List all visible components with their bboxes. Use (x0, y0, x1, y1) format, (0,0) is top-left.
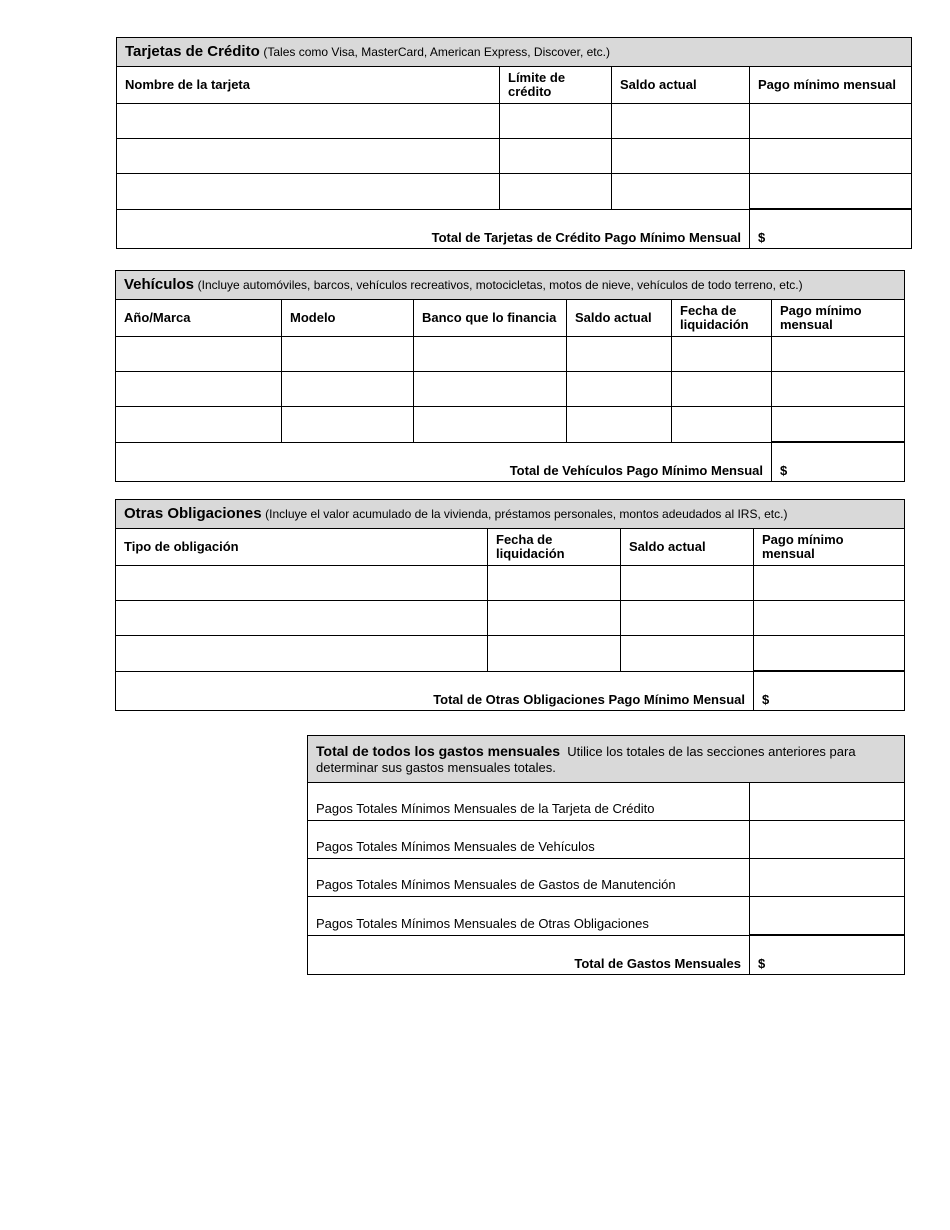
section-header (308, 736, 905, 783)
payoff-date-cell[interactable] (488, 636, 621, 672)
model-cell[interactable] (282, 337, 414, 372)
credit-cards-table (116, 37, 912, 249)
table-row (117, 139, 912, 174)
table-row (116, 372, 905, 407)
section-title: Total de todos los gastos mensuales (316, 742, 561, 759)
summary-row (308, 821, 905, 859)
summary-row (308, 859, 905, 897)
balance-cell[interactable] (612, 104, 750, 139)
column-header: Saldo actual (567, 300, 672, 337)
balance-cell[interactable] (621, 601, 754, 636)
lender-cell[interactable] (414, 407, 567, 443)
section-note: (Incluye el valor acumulado de la vivienda, préstamos personales, montos adeudados al IRS, etc.) (265, 507, 788, 521)
card-name-cell[interactable] (117, 139, 500, 174)
table-row (116, 636, 905, 672)
section-header (116, 500, 905, 529)
table-row (116, 407, 905, 443)
column-header: Pago mínimo mensual (750, 67, 912, 104)
summary-row (308, 783, 905, 821)
balance-cell[interactable] (567, 407, 672, 443)
column-header: Modelo (282, 300, 414, 337)
balance-cell[interactable] (612, 139, 750, 174)
card-name-cell[interactable] (117, 104, 500, 139)
model-cell[interactable] (282, 407, 414, 443)
summary-label: Pagos Totales Mínimos Mensuales de Gastos de Manutención (308, 859, 750, 897)
column-header: Pago mínimo mensual (772, 300, 905, 337)
other-obligations-table (115, 499, 905, 711)
balance-cell[interactable] (621, 636, 754, 672)
payoff-date-cell[interactable] (672, 407, 772, 443)
total-amount-field[interactable]: $ (754, 671, 905, 711)
balance-cell[interactable] (567, 337, 672, 372)
summary-amount-field[interactable] (750, 859, 905, 897)
year-make-cell[interactable] (116, 372, 282, 407)
section-title: Vehículos (124, 276, 195, 293)
year-make-cell[interactable] (116, 407, 282, 443)
model-cell[interactable] (282, 372, 414, 407)
min-payment-cell[interactable] (754, 601, 905, 636)
monthly-summary-table (307, 735, 905, 975)
obligation-type-cell[interactable] (116, 601, 488, 636)
total-label: Total de Otras Obligaciones Pago Mínimo Mensual (116, 671, 754, 711)
section-header (116, 271, 905, 300)
section-note: (Incluye automóviles, barcos, vehículos recreativos, motocicletas, motos de nieve, vehículos de todo terreno, etc.) (197, 278, 803, 292)
table-row (116, 337, 905, 372)
min-payment-cell[interactable] (754, 636, 905, 672)
column-header: Fecha de liquidación (488, 529, 621, 566)
table-row (117, 104, 912, 139)
balance-cell[interactable] (612, 174, 750, 210)
summary-amount-field[interactable] (750, 821, 905, 859)
total-label: Total de Tarjetas de Crédito Pago Mínimo Mensual (117, 209, 750, 249)
payoff-date-cell[interactable] (672, 337, 772, 372)
column-header: Límite de crédito (500, 67, 612, 104)
column-header: Tipo de obligación (116, 529, 488, 566)
column-header: Banco que lo financia (414, 300, 567, 337)
summary-amount-field[interactable] (750, 897, 905, 936)
credit-limit-cell[interactable] (500, 139, 612, 174)
total-label: Total de Vehículos Pago Mínimo Mensual (116, 442, 772, 482)
min-payment-cell[interactable] (750, 104, 912, 139)
payoff-date-cell[interactable] (488, 601, 621, 636)
min-payment-cell[interactable] (750, 139, 912, 174)
payoff-date-cell[interactable] (672, 372, 772, 407)
section-note: Utilice los totales de las secciones anteriores para determinar sus gastos mensuales totales. (316, 743, 856, 775)
min-payment-cell[interactable] (750, 174, 912, 210)
summary-label: Pagos Totales Mínimos Mensuales de Otras Obligaciones (308, 897, 750, 936)
credit-limit-cell[interactable] (500, 104, 612, 139)
card-name-cell[interactable] (117, 174, 500, 210)
payoff-date-cell[interactable] (488, 566, 621, 601)
vehicles-table (115, 270, 905, 482)
lender-cell[interactable] (414, 337, 567, 372)
section-title: Otras Obligaciones (124, 505, 262, 522)
column-header: Pago mínimo mensual (754, 529, 905, 566)
table-row (116, 566, 905, 601)
lender-cell[interactable] (414, 372, 567, 407)
column-header: Nombre de la tarjeta (117, 67, 500, 104)
column-header: Saldo actual (612, 67, 750, 104)
summary-amount-field[interactable] (750, 783, 905, 821)
total-amount-field[interactable]: $ (772, 442, 905, 482)
year-make-cell[interactable] (116, 337, 282, 372)
total-amount-field[interactable]: $ (750, 935, 905, 975)
section-header (117, 38, 912, 67)
balance-cell[interactable] (567, 372, 672, 407)
min-payment-cell[interactable] (754, 566, 905, 601)
table-row (117, 174, 912, 210)
section-title: Tarjetas de Crédito (125, 43, 260, 60)
obligation-type-cell[interactable] (116, 636, 488, 672)
table-row (116, 601, 905, 636)
column-header: Fecha de liquidación (672, 300, 772, 337)
min-payment-cell[interactable] (772, 372, 905, 407)
summary-label: Pagos Totales Mínimos Mensuales de Vehículos (308, 821, 750, 859)
obligation-type-cell[interactable] (116, 566, 488, 601)
min-payment-cell[interactable] (772, 407, 905, 443)
column-header: Año/Marca (116, 300, 282, 337)
min-payment-cell[interactable] (772, 337, 905, 372)
section-note: (Tales como Visa, MasterCard, American Express, Discover, etc.) (263, 45, 610, 59)
total-amount-field[interactable]: $ (750, 209, 912, 249)
credit-limit-cell[interactable] (500, 174, 612, 210)
column-header: Saldo actual (621, 529, 754, 566)
summary-row (308, 897, 905, 936)
summary-label: Pagos Totales Mínimos Mensuales de la Tarjeta de Crédito (308, 783, 750, 821)
balance-cell[interactable] (621, 566, 754, 601)
total-label: Total de Gastos Mensuales (308, 935, 750, 975)
